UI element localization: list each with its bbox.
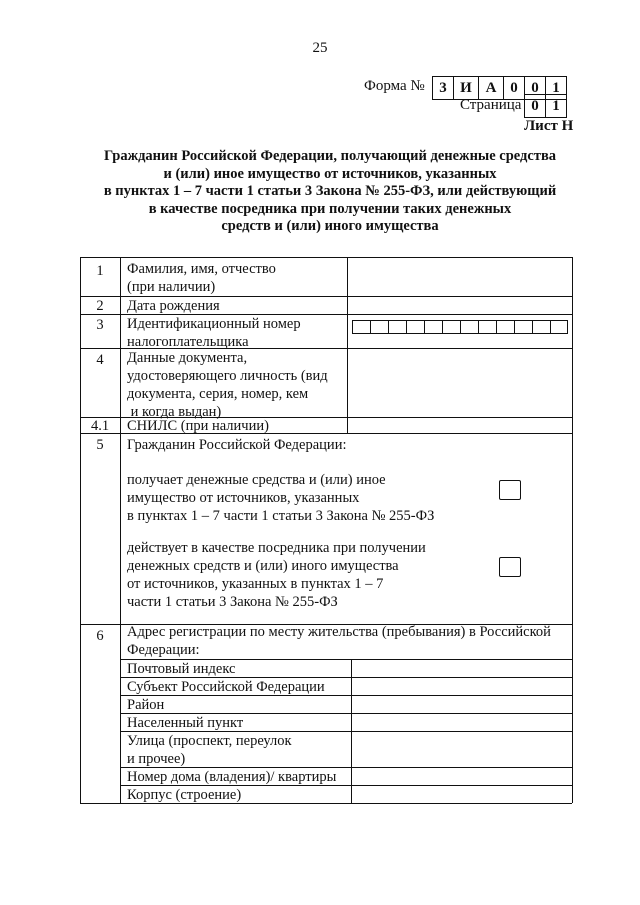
receives-funds-checkbox[interactable]: [499, 480, 521, 500]
address-label-locality: Населенный пункт: [127, 715, 244, 731]
snils-field[interactable]: [348, 418, 572, 433]
house-field[interactable]: [352, 768, 572, 785]
row-label-snils: СНИЛС (при наличии): [127, 418, 269, 434]
row-label-birth-date: Дата рождения: [127, 298, 220, 314]
postal-code-field[interactable]: [352, 660, 572, 677]
inn-digit-box[interactable]: [460, 320, 479, 334]
form-label: Форма №: [364, 78, 425, 94]
intermediary-checkbox[interactable]: [499, 557, 521, 577]
title-line: средств и (или) иного имущества: [221, 218, 439, 234]
inn-digit-box[interactable]: [514, 320, 533, 334]
row-label-inn: Идентификационный номер налогоплательщика: [127, 316, 301, 350]
row-number: 1: [96, 263, 104, 279]
form-code-digit-2: И: [453, 76, 479, 100]
row-label-citizen: Гражданин Российской Федерации:: [127, 437, 347, 453]
form-code-digit-5: 0: [524, 76, 546, 100]
address-label-region: Субъект Российской Федерации: [127, 679, 325, 695]
row-number: 2: [96, 298, 104, 314]
inn-digit-box[interactable]: [442, 320, 461, 334]
inn-digit-box[interactable]: [478, 320, 497, 334]
inn-digit-box[interactable]: [352, 320, 371, 334]
inn-digit-box[interactable]: [388, 320, 407, 334]
page-label: Страница: [460, 97, 522, 113]
full-name-field[interactable]: [348, 258, 572, 296]
form-code-digit-4: 0: [503, 76, 525, 100]
inn-digit-box[interactable]: [550, 320, 568, 334]
address-label-building: Корпус (строение): [127, 787, 242, 803]
district-field[interactable]: [352, 696, 572, 713]
inn-digit-box[interactable]: [370, 320, 389, 334]
form-code-digit-3: А: [478, 76, 504, 100]
inn-digit-box[interactable]: [406, 320, 425, 334]
row-label-registration-address: Адрес регистрации по месту жительства (пребывания) в Российской Федерации:: [127, 624, 551, 658]
row-number: 5: [96, 437, 104, 453]
building-field[interactable]: [352, 786, 572, 803]
row-number: 4.1: [90, 418, 110, 434]
title-line: в пунктах 1 – 7 части 1 статьи 3 Закона № 255-ФЗ, или действующий: [103, 183, 557, 199]
street-field[interactable]: [352, 732, 572, 767]
row-number: 3: [96, 317, 104, 333]
sheet-label: Лист Н: [524, 118, 574, 134]
option-intermediary-text: действует в качестве посредника при получении денежных средств и (или) иного имущества от источников, указанных в пунктах 1 – 7 части 1 статьи 3 Закона № 255-ФЗ: [127, 540, 426, 610]
inn-digit-box[interactable]: [496, 320, 515, 334]
page-number: 25: [312, 40, 328, 56]
region-field[interactable]: [352, 678, 572, 695]
row-label-identity-document: Данные документа, удостоверяющего личность (вид документа, серия, номер, кем и когда выдан): [127, 350, 328, 420]
birth-date-field[interactable]: [348, 297, 572, 314]
address-label-house: Номер дома (владения)/ квартиры: [127, 769, 337, 785]
page-code-digit-1: 0: [524, 94, 546, 118]
inn-digit-boxes[interactable]: [352, 320, 568, 336]
row-number: 6: [96, 628, 104, 644]
form-code-digit-1: 3: [432, 76, 454, 100]
number-column-divider: [120, 257, 121, 803]
row-label-full-name: Фамилия, имя, отчество (при наличии): [127, 261, 276, 295]
table-border-right: [572, 257, 573, 803]
option-receives-funds-text: получает денежные средства и (или) иное имущество от источников, указанных в пунктах 1 – 7 части 1 статьи 3 Закона № 255-ФЗ: [127, 472, 435, 524]
address-label-street: Улица (проспект, переулок и прочее): [127, 733, 292, 767]
table-border-left: [80, 257, 81, 803]
page-code-digit-2: 1: [545, 94, 567, 118]
locality-field[interactable]: [352, 714, 572, 731]
address-label-district: Район: [127, 697, 165, 713]
title-line: в качестве посредника при получении таких денежных: [148, 200, 512, 217]
row-number: 4: [96, 352, 104, 368]
title-line: Гражданин Российской Федерации, получающий денежные средства: [103, 148, 557, 164]
form-title: [80, 148, 580, 236]
identity-document-field[interactable]: [348, 349, 572, 417]
inn-digit-box[interactable]: [532, 320, 551, 334]
form-code-digit-6: 1: [545, 76, 567, 100]
inn-digit-box[interactable]: [424, 320, 443, 334]
title-line: и (или) иное имущество от источников, указанных: [163, 165, 497, 182]
address-label-postal-code: Почтовый индекс: [127, 661, 236, 677]
